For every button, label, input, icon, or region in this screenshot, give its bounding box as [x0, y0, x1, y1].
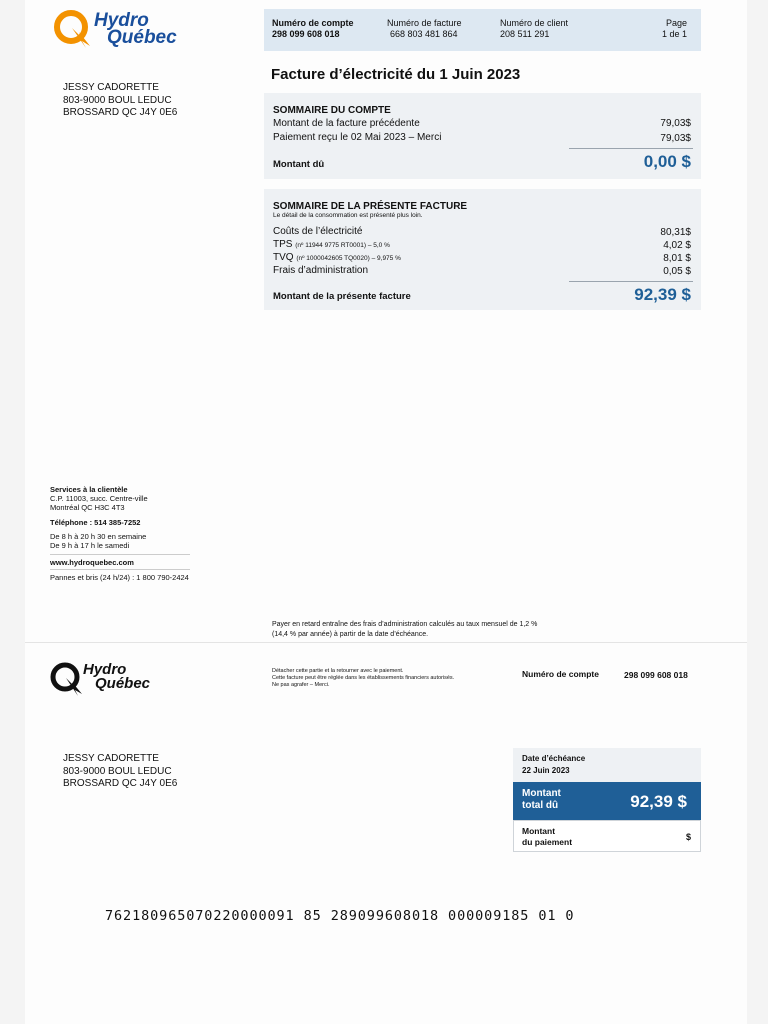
invoice-number-label: Numéro de facture	[387, 18, 462, 28]
admin-fee-label: Frais d’administration	[273, 265, 369, 276]
tps-detail: (nº 11944 9775 RT0001) – 5,0 %	[295, 242, 390, 249]
payment-amount-label	[522, 826, 572, 848]
service-phone: Téléphone : 514 385-7252	[50, 518, 141, 527]
customer-address-stub	[63, 753, 177, 791]
customer-name: JESSY CADORETTE	[63, 82, 159, 93]
tvq-label	[273, 252, 401, 263]
total-due-label-line2: total dû	[522, 800, 559, 811]
client-number-label: Numéro de client	[500, 18, 569, 28]
hydro-quebec-q-icon	[52, 8, 100, 52]
total-due-value: 92,39 $	[630, 792, 687, 811]
service-hours-saturday: De 9 h à 17 h le samedi	[50, 541, 130, 550]
total-due-label-line1: Montant	[522, 788, 561, 799]
hydro-quebec-logo-stub	[49, 660, 169, 700]
account-number-label: Numéro de compte	[272, 18, 354, 28]
tvq-name: TVQ	[273, 252, 294, 263]
page-value: 1 de 1	[661, 29, 687, 39]
electricity-cost-value: 80,31$	[660, 227, 691, 238]
payment-amount-label-line2: du paiement	[522, 837, 573, 847]
stub-brand-line1: Hydro	[83, 661, 127, 678]
payment-amount-box[interactable]	[513, 820, 701, 852]
current-summary-subtitle: Le détail de la consommation est présenté plus loin.	[273, 212, 423, 219]
total-due-box	[513, 782, 701, 820]
due-date-box	[513, 748, 701, 782]
tps-name: TPS	[273, 239, 293, 250]
header-bar	[264, 9, 701, 51]
late-notice-line1: Payer en retard entraîne des frais d’administration calculés au taux mensuel de 1,2 %	[272, 621, 538, 628]
current-total-label: Montant de la présente facture	[273, 291, 411, 302]
payment-received-value: 79,03$	[660, 133, 691, 144]
customer-address-top	[63, 82, 177, 120]
account-summary-panel	[264, 93, 701, 179]
service-address-1: C.P. 11003, succ. Centre-ville	[50, 494, 148, 503]
service-website-link[interactable]: www.hydroquebec.com	[50, 558, 134, 567]
stub-customer-city: BROSSARD QC J4Y 0E6	[63, 778, 178, 789]
current-invoice-panel	[264, 189, 701, 310]
payment-amount-label-line1: Montant	[522, 826, 556, 836]
payment-received-label: Paiement reçu le 02 Mai 2023 – Merci	[273, 132, 442, 143]
due-date-label: Date d’échéance	[522, 754, 586, 763]
service-hours-weekday: De 8 h à 20 h 30 en semaine	[50, 532, 147, 541]
hydro-quebec-logo	[52, 8, 192, 52]
tps-value: 4,02 $	[663, 240, 691, 251]
stub-account-value: 298 099 608 018	[624, 670, 688, 680]
page-label: Page	[665, 18, 687, 28]
divider	[569, 148, 693, 149]
service-title: Services à la clientèle	[50, 485, 128, 494]
divider	[50, 554, 190, 555]
invoice-number-value: 668 803 481 864	[390, 29, 458, 39]
service-address-2: Montréal QC H3C 4T3	[50, 503, 125, 512]
detach-line	[25, 642, 747, 643]
divider	[569, 281, 693, 282]
current-summary-title: SOMMAIRE DE LA PRÉSENTE FACTURE	[273, 201, 468, 212]
amount-due-value: 0,00 $	[643, 152, 691, 171]
service-outage-line: Pannes et bris (24 h/24) : 1 800 790-2424	[50, 573, 189, 582]
divider	[50, 569, 190, 570]
payment-scanline: 762180965070220000091 85 289099608018 000009185 01 0	[105, 908, 575, 924]
stub-brand-line2: Québec	[95, 675, 151, 692]
payment-currency: $	[685, 832, 691, 842]
invoice-title: Facture d’électricité du 1 Juin 2023	[271, 66, 521, 83]
customer-city: BROSSARD QC J4Y 0E6	[63, 107, 178, 118]
late-payment-notice	[272, 620, 537, 640]
previous-invoice-value: 79,03$	[660, 118, 691, 129]
stub-instructions	[272, 668, 454, 689]
stub-instruction-3: Ne pas agrafer – Merci.	[272, 682, 330, 688]
admin-fee-value: 0,05 $	[663, 266, 691, 277]
previous-invoice-label: Montant de la facture précédente	[273, 118, 420, 129]
stub-customer-name: JESSY CADORETTE	[63, 753, 159, 764]
tps-label	[273, 239, 390, 250]
tvq-detail: (nº 1000042605 TQ0020) – 9,975 %	[296, 255, 401, 262]
electricity-cost-label: Coûts de l’électricité	[273, 226, 363, 237]
current-total-value: 92,39 $	[634, 285, 691, 304]
brand-line2: Québec	[107, 27, 177, 48]
stub-instruction-1: Détacher cette partie et la retourner avec le paiement.	[272, 668, 404, 674]
brand-line1: Hydro	[94, 10, 149, 31]
stub-instruction-2: Cette facture peut être réglée dans les établissements financiers autorisés.	[272, 675, 455, 681]
amount-due-label: Montant dû	[273, 159, 325, 170]
account-number-value: 298 099 608 018	[272, 29, 340, 39]
stub-account-label: Numéro de compte	[522, 669, 599, 679]
account-summary-title: SOMMAIRE DU COMPTE	[273, 105, 391, 116]
late-notice-line2: (14,4 % par année) à partir de la date d’échéance.	[272, 631, 429, 638]
total-due-label	[522, 788, 561, 812]
stub-customer-street: 803-9000 BOUL LEDUC	[63, 765, 172, 777]
customer-street: 803-9000 BOUL LEDUC	[63, 94, 172, 106]
due-date-value: 22 Juin 2023	[522, 766, 570, 775]
tvq-value: 8,01 $	[663, 253, 691, 264]
client-number-value: 208 511 291	[500, 29, 550, 39]
